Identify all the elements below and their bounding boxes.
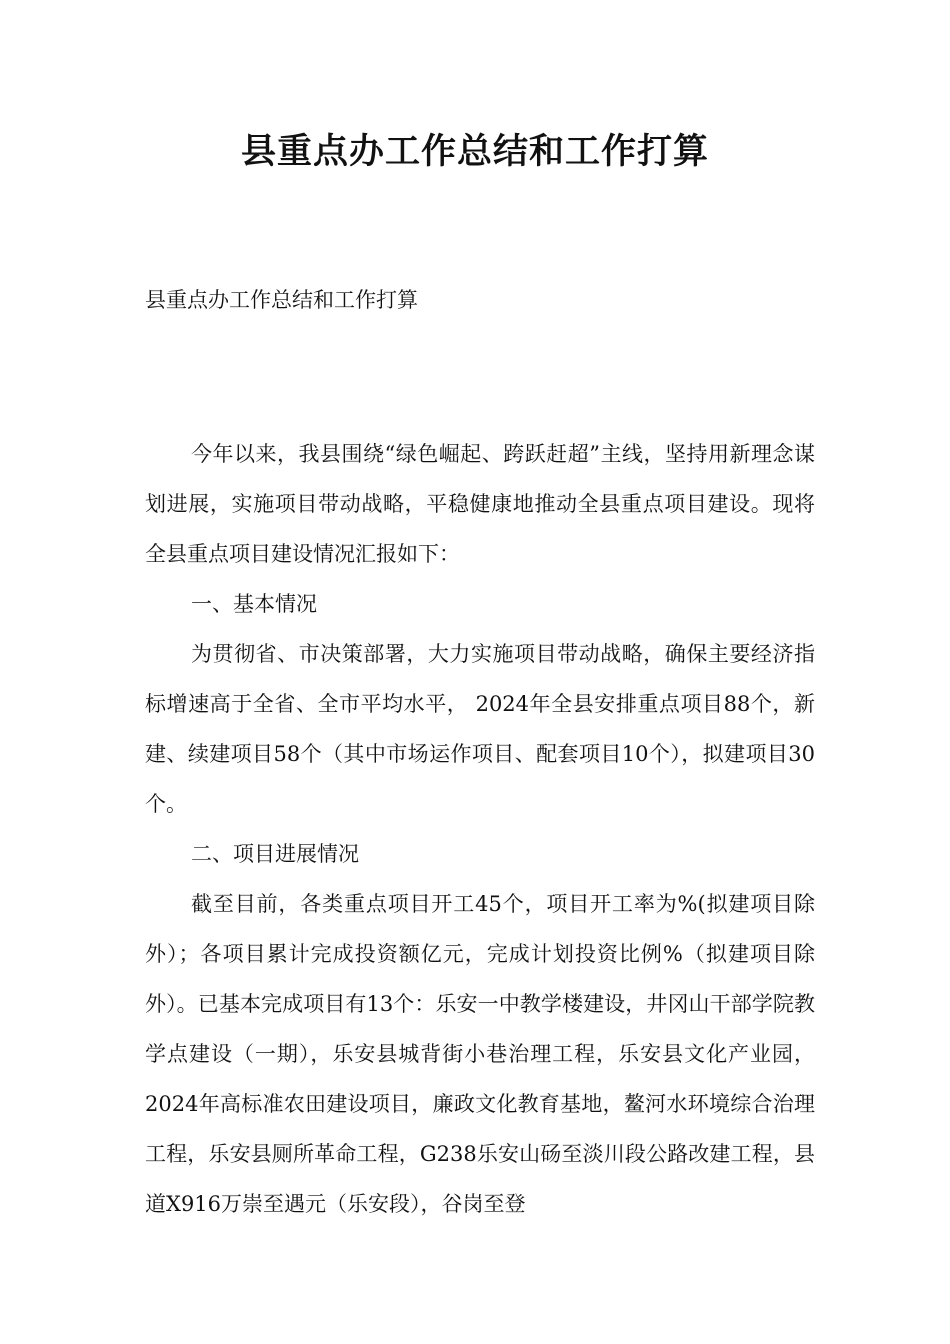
intro-paragraph: 今年以来，我县围绕“绿色崛起、跨跃赶超”主线，坚持用新理念谋划进展，实施项目带动战略，平稳健康地推动全县重点项目建设。现将全县重点项目建设情况汇报如下： bbox=[145, 442, 815, 566]
document-title: 县重点办工作总结和工作打算 bbox=[240, 132, 709, 172]
document-subtitle: 县重点办工作总结和工作打算 bbox=[145, 288, 418, 312]
document-body bbox=[145, 429, 815, 1229]
section-heading-project-progress: 二、项目进展情况 bbox=[191, 842, 359, 866]
section-heading-basic-situation: 一、基本情况 bbox=[191, 592, 317, 616]
basic-situation-paragraph: 为贯彻省、市决策部署，大力实施项目带动战略，确保主要经济指标增速高于全省、全市平均水平， 2024年全县安排重点项目88个，新建、续建项目58个（其中市场运作项目、配套项目10个），拟建项目30个。 bbox=[145, 642, 815, 816]
project-progress-paragraph: 截至目前，各类重点项目开工45个，项目开工率为%(拟建项目除外）；各项目累计完成投资额亿元，完成计划投资比例%（拟建项目除外）。已基本完成项目有13个：乐安一中教学楼建设，井冈山干部学院教学点建设（一期），乐安县城背街小巷治理工程，乐安县文化产业园，2024年高标准农田建设项目，廉政文化教育基地，鳌河水环境综合治理工程，乐安县厕所革命工程，G238乐安山砀至淡川段公路改建工程，县道X916万崇至遇元（乐安段），谷岗至登 bbox=[145, 892, 815, 1216]
